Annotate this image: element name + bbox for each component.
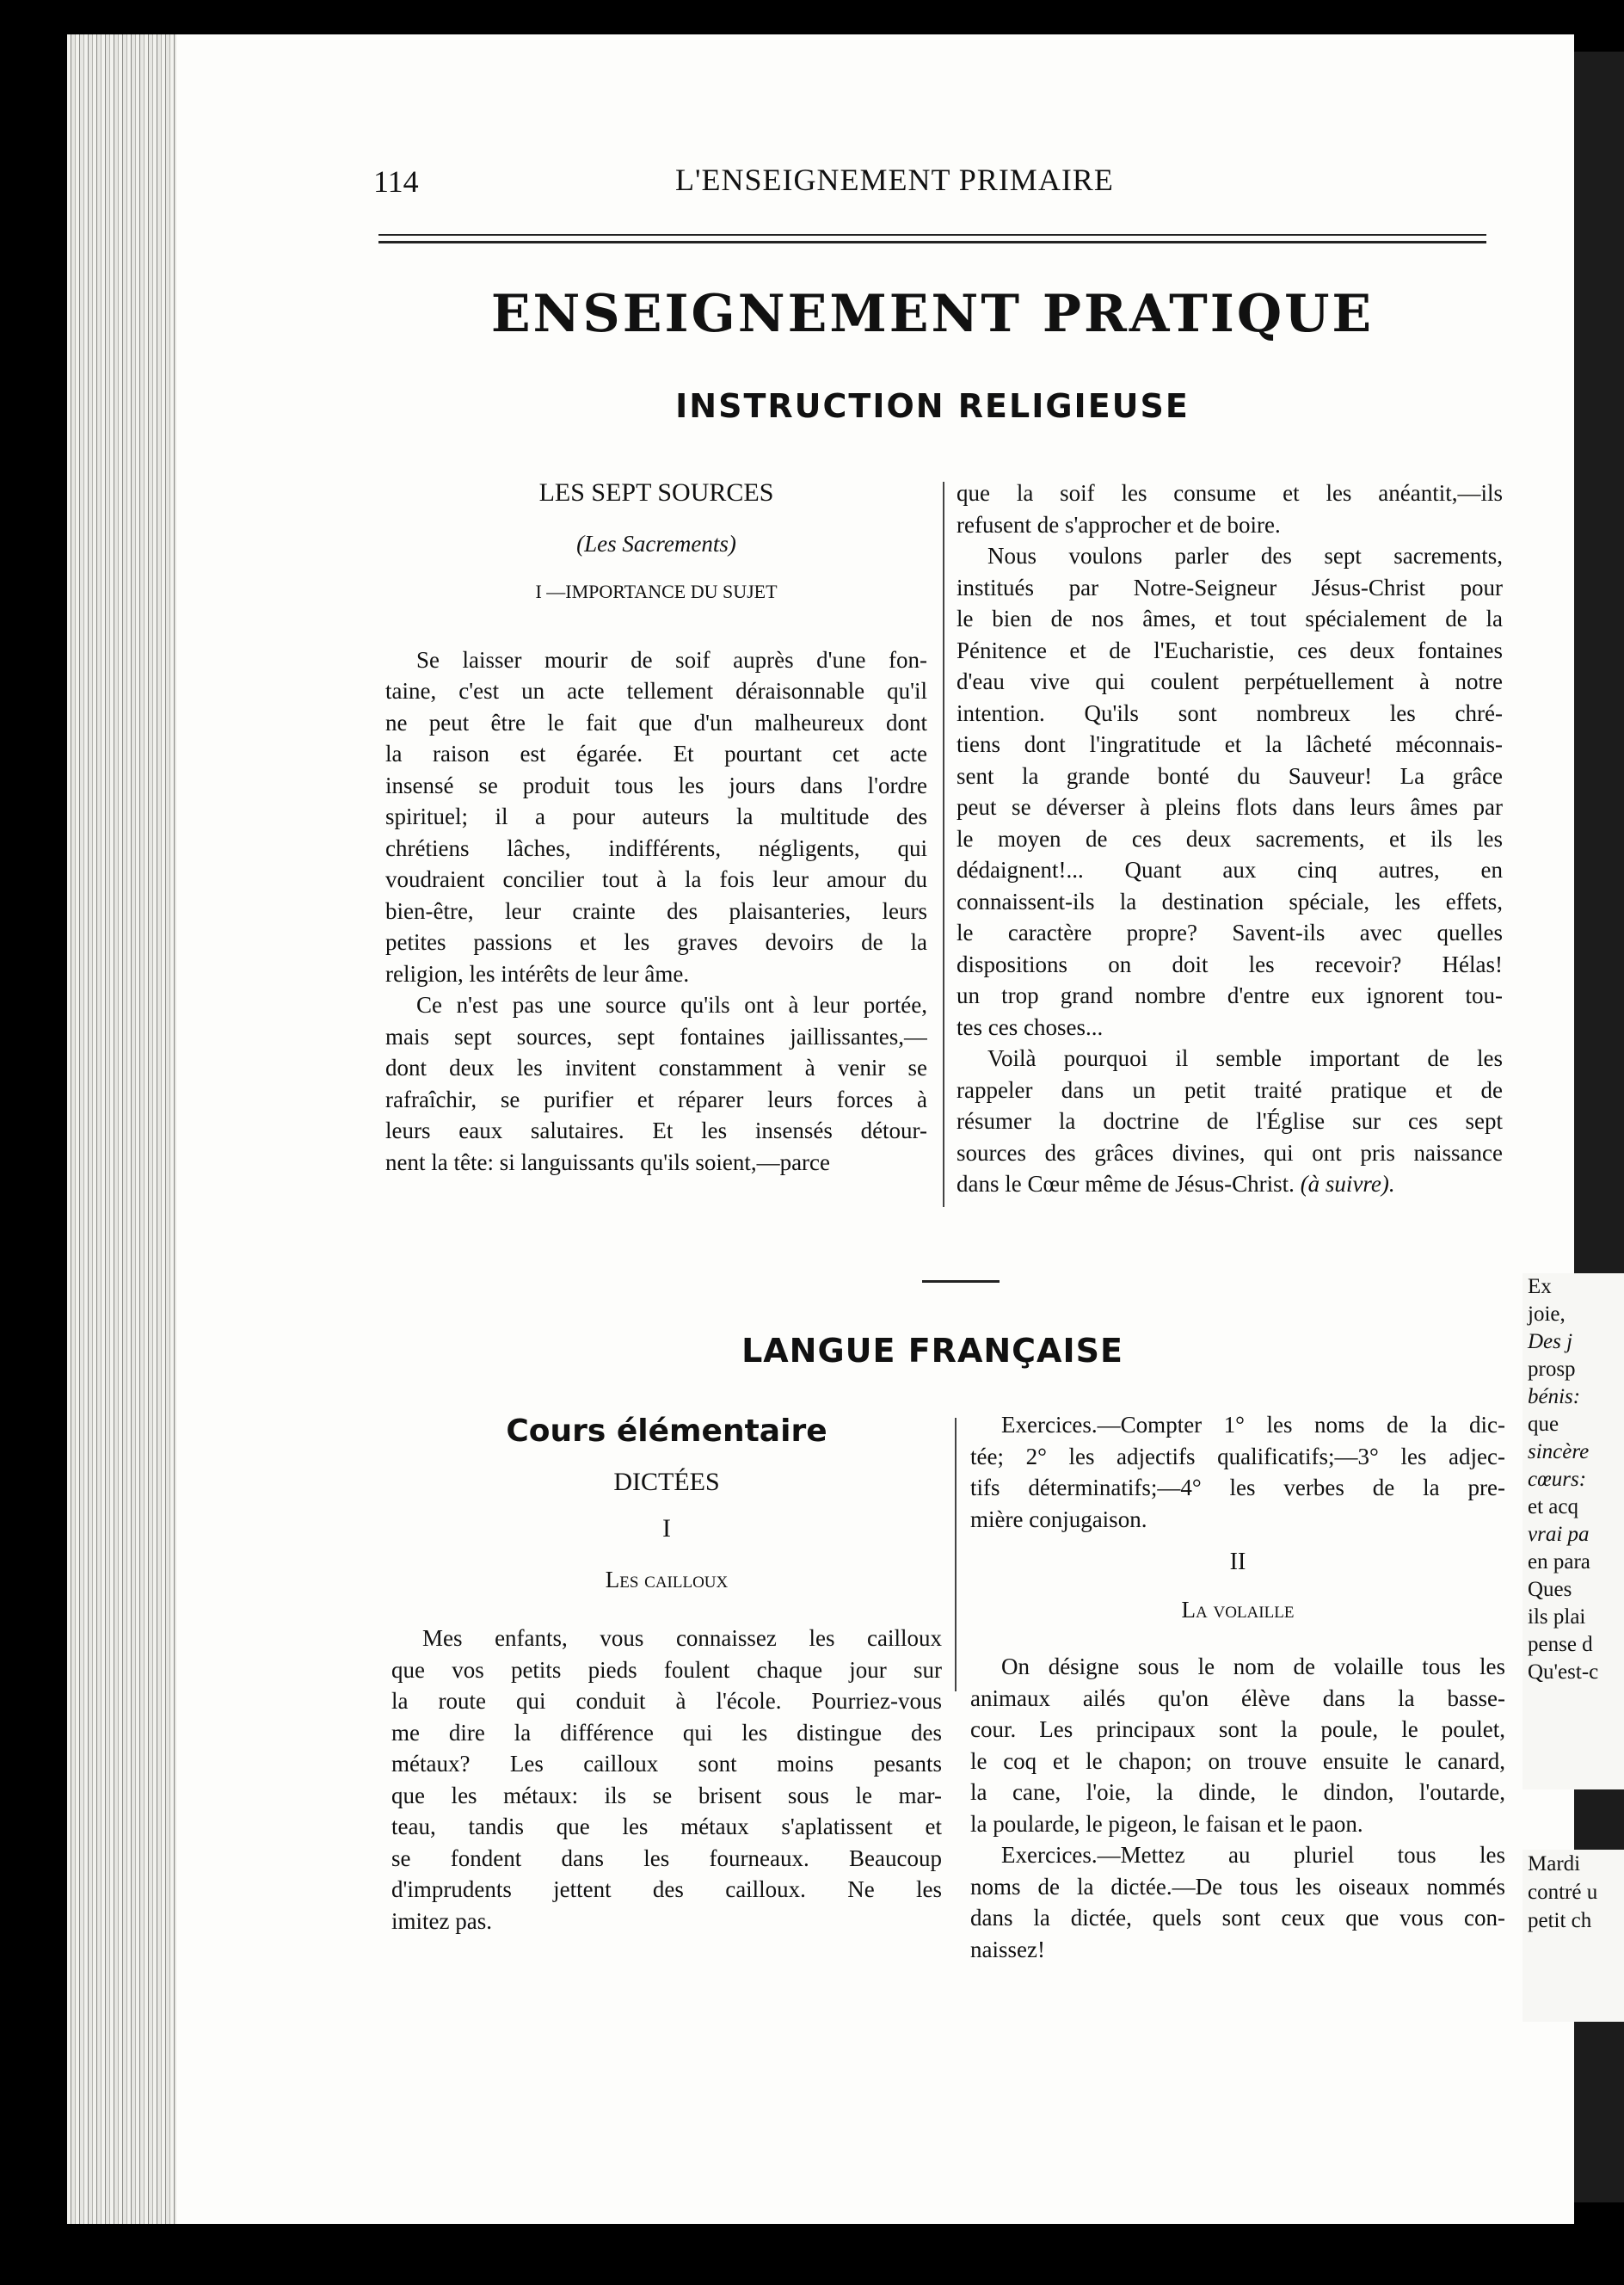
- adjacent-page-line: et acq: [1528, 1495, 1578, 1518]
- text-line: d'imprudents jettent des cailloux. Ne les: [391, 1876, 942, 1902]
- adjacent-page-line: cœurs:: [1528, 1468, 1587, 1491]
- text-line: tifs déterminatifs;—4° les verbes de la pre-: [970, 1475, 1505, 1500]
- text-line: refusent de s'approcher et de boire.: [957, 511, 1281, 538]
- article-subheading: (Les Sacrements): [576, 530, 736, 557]
- text-line: un trop grand nombre d'entre eux ignorent tou-: [957, 982, 1503, 1008]
- text-line: intention. Qu'ils sont nombreux les chré-: [957, 699, 1503, 726]
- text-line: sent la grande bonté du Sauveur! La grâce: [957, 762, 1503, 789]
- text-line: que vos petits pieds foulent chaque jour sur: [391, 1656, 942, 1683]
- text-line: le coq et le chapon; on trouve ensuite le canard,: [970, 1747, 1505, 1774]
- adjacent-page-line: pense d: [1528, 1633, 1593, 1656]
- journal-title: L'ENSEIGNEMENT PRIMAIRE: [675, 163, 1114, 197]
- text-line: rafraîchir, se purifier et réparer leurs forces à: [385, 1086, 927, 1112]
- text-line: insensé se produit tous les jours dans l'ordre: [385, 772, 927, 798]
- column-divider-bottom: [955, 1418, 957, 1691]
- text-line: imitez pas.: [391, 1907, 492, 1934]
- text-line: Pénitence et de l'Eucharistie, ces deux fontaines: [957, 637, 1503, 663]
- running-head: [198, 163, 1488, 206]
- text-line: religion, les intérêts de leur âme.: [385, 960, 690, 987]
- text-line: dispositions on doit les recevoir? Hélas!: [957, 951, 1503, 977]
- adjacent-page-line: contré u: [1528, 1881, 1598, 1904]
- adjacent-page-line: que: [1528, 1413, 1559, 1436]
- french-right-column: [970, 1409, 1505, 1965]
- text-line: rappeler dans un petit traité pratique et de: [957, 1076, 1503, 1103]
- langue-francaise-title: LANGUE FRANÇAISE: [741, 1332, 1123, 1370]
- text-line: dédaignent!... Quant aux cinq autres, en: [957, 857, 1503, 883]
- text-line: connaissent-ils la destination spéciale, les effets,: [957, 888, 1503, 915]
- text-line: taine, c'est un acte tellement déraisonnable qu'il: [385, 678, 927, 704]
- french-left-column: [391, 1413, 942, 1937]
- dictee-2-text: [970, 1651, 1505, 1839]
- text-line: Exercices.—Compter 1° les noms de la dic-: [1001, 1412, 1505, 1438]
- text-line: Ce n'est pas une source qu'ils ont à leur portée,: [416, 992, 927, 1018]
- text-line: tée; 2° les adjectifs qualificatifs;—3° les adjec-: [970, 1443, 1505, 1469]
- text-line: cour. Les principaux sont la poule, le poulet,: [970, 1716, 1505, 1742]
- section-subtitle: INSTRUCTION RELIGIEUSE: [675, 387, 1190, 425]
- text-line: noms de la dictée.—De tous les oiseaux nommés: [970, 1873, 1505, 1900]
- text-line: leurs eaux salutaires. Et les insensés détour-: [385, 1118, 927, 1143]
- article-heading: LES SEPT SOURCES: [538, 478, 774, 507]
- adjacent-page-line: petit ch: [1528, 1909, 1592, 1932]
- text-line: sources des grâces divines, qui ont pris naissance: [957, 1139, 1503, 1166]
- text-line: d'eau vive qui coulent perpétuellement à notre: [957, 668, 1503, 694]
- text-line: la raison est égarée. Et pourtant cet acte: [385, 741, 927, 767]
- adjacent-page-line: sincère: [1528, 1440, 1590, 1463]
- religion-left-text: [385, 644, 927, 1179]
- section-separator: [922, 1280, 1000, 1283]
- dictee-1-text: [391, 1623, 942, 1937]
- text-line: Exercices.—Mettez au pluriel tous les: [1001, 1842, 1505, 1868]
- adjacent-page-line: Qu'est-c: [1528, 1660, 1599, 1684]
- exercices-1: [970, 1409, 1505, 1535]
- text-line: le moyen de ces deux sacrements, et ils les: [957, 825, 1503, 852]
- text-line: animaux ailés qu'on élève dans la basse-: [970, 1684, 1505, 1711]
- text-line: dont deux les invitent constamment à venir se: [385, 1055, 927, 1081]
- adjacent-page-line: Ques: [1528, 1578, 1572, 1601]
- page-number: 114: [373, 164, 419, 199]
- text-line: naissez!: [970, 1936, 1045, 1962]
- dictee-2-title: La volaille: [1181, 1596, 1295, 1623]
- page-edges: [67, 34, 188, 2224]
- text-line: nent la tête: si languissants qu'ils soient,—parce: [385, 1149, 831, 1175]
- column-divider-top: [943, 482, 944, 1207]
- text-line: ne peut être le fait que d'un malheureux dont: [385, 709, 927, 736]
- a-suivre-note: (à suivre).: [1300, 1171, 1395, 1197]
- text-line: métaux? Les cailloux sont moins pesants: [391, 1751, 942, 1777]
- text-line: petites passions et les graves devoirs de la: [385, 929, 927, 955]
- cours-title: Cours élémentaire: [506, 1413, 827, 1449]
- text-line: le bien de nos âmes, et tout spécialement de la: [957, 606, 1503, 631]
- text-line: la cane, l'oie, la dinde, le dindon, l'outarde,: [970, 1779, 1505, 1805]
- adjacent-page-fragment-lower: [1522, 1850, 1624, 2022]
- text-line: la poularde, le pigeon, le faisan et le paon.: [970, 1810, 1363, 1837]
- adjacent-page-line: Ex: [1528, 1275, 1552, 1298]
- religion-right-column: [957, 477, 1503, 1200]
- header-rule-bottom: [378, 241, 1486, 243]
- text-line: se fondent dans les fourneaux. Beaucoup: [391, 1845, 942, 1871]
- adjacent-page-line: Mardi: [1528, 1852, 1581, 1875]
- dictee-1-number: I: [662, 1514, 671, 1543]
- adjacent-page-line: Des j: [1528, 1330, 1573, 1353]
- text-line: peut se déverser à pleins flots dans leurs âmes par: [957, 794, 1503, 820]
- text-line: Se laisser mourir de soif auprès d'une fon-: [416, 646, 927, 673]
- text-line: que la soif les consume et les anéantit,—ils: [957, 480, 1503, 506]
- text-line: mière conjugaison.: [970, 1506, 1147, 1532]
- text-line: teau, tandis que les métaux s'aplatissent et: [391, 1814, 942, 1839]
- text-line: Voilà pourquoi il semble important de les: [987, 1045, 1503, 1071]
- adjacent-page-line: prosp: [1528, 1358, 1576, 1381]
- part-heading: I —IMPORTANCE DU SUJET: [535, 581, 778, 602]
- text-line: dans la dictée, quels sont ceux que vous con-: [970, 1905, 1505, 1931]
- text-line: résumer la doctrine de l'Église sur ces sept: [957, 1108, 1503, 1134]
- text-line: me dire la différence qui les distingue des: [391, 1719, 942, 1746]
- text-line: mais sept sources, sept fontaines jaillissantes,—: [385, 1023, 927, 1050]
- text-line: chrétiens lâches, indifférents, négligents, qui: [385, 835, 927, 861]
- adjacent-page-line: ils plai: [1528, 1605, 1586, 1629]
- text-line: spirituel; il a pour auteurs la multitude des: [385, 804, 927, 829]
- exercices-2: [970, 1839, 1505, 1965]
- text-line: institués par Notre-Seigneur Jésus-Christ pour: [957, 574, 1503, 601]
- adjacent-page-line: joie,: [1528, 1303, 1566, 1326]
- adjacent-page-line: bénis:: [1528, 1385, 1581, 1408]
- text-line: voudraient concilier tout à la fois leur amour du: [385, 866, 927, 892]
- header-rule-top: [378, 234, 1486, 236]
- adjacent-page-fragment: [1522, 1273, 1624, 1789]
- religion-left-column: [385, 477, 927, 1178]
- adjacent-page-line: en para: [1528, 1550, 1590, 1574]
- text-line: tiens dont l'ingratitude et la lâcheté méconnais-: [957, 731, 1503, 757]
- text-line: que les métaux: ils se brisent sous le mar-: [391, 1782, 942, 1808]
- text-line: Nous voulons parler des sept sacrements,: [987, 543, 1503, 569]
- dictees-heading: DICTÉES: [613, 1467, 720, 1496]
- text-line: Mes enfants, vous connaissez les cailloux: [422, 1625, 942, 1651]
- text-line: bien-être, leur crainte des plaisanteries, leurs: [385, 897, 927, 924]
- dictee-1-title: Les cailloux: [605, 1566, 729, 1592]
- text-line: le caractère propre? Savent-ils avec quelles: [957, 920, 1503, 945]
- text-line: la route qui conduit à l'école. Pourriez-vous: [391, 1688, 942, 1714]
- text-line: dans le Cœur même de Jésus-Christ. (à suivre).: [957, 1171, 1395, 1197]
- text-line: On désigne sous le nom de volaille tous les: [1001, 1654, 1505, 1679]
- text-line: tes ces choses...: [957, 1013, 1104, 1040]
- section-title: ENSEIGNEMENT PRATIQUE: [490, 284, 1375, 344]
- dictee-2-number: II: [1229, 1549, 1246, 1575]
- adjacent-page-line: vrai pa: [1528, 1523, 1590, 1546]
